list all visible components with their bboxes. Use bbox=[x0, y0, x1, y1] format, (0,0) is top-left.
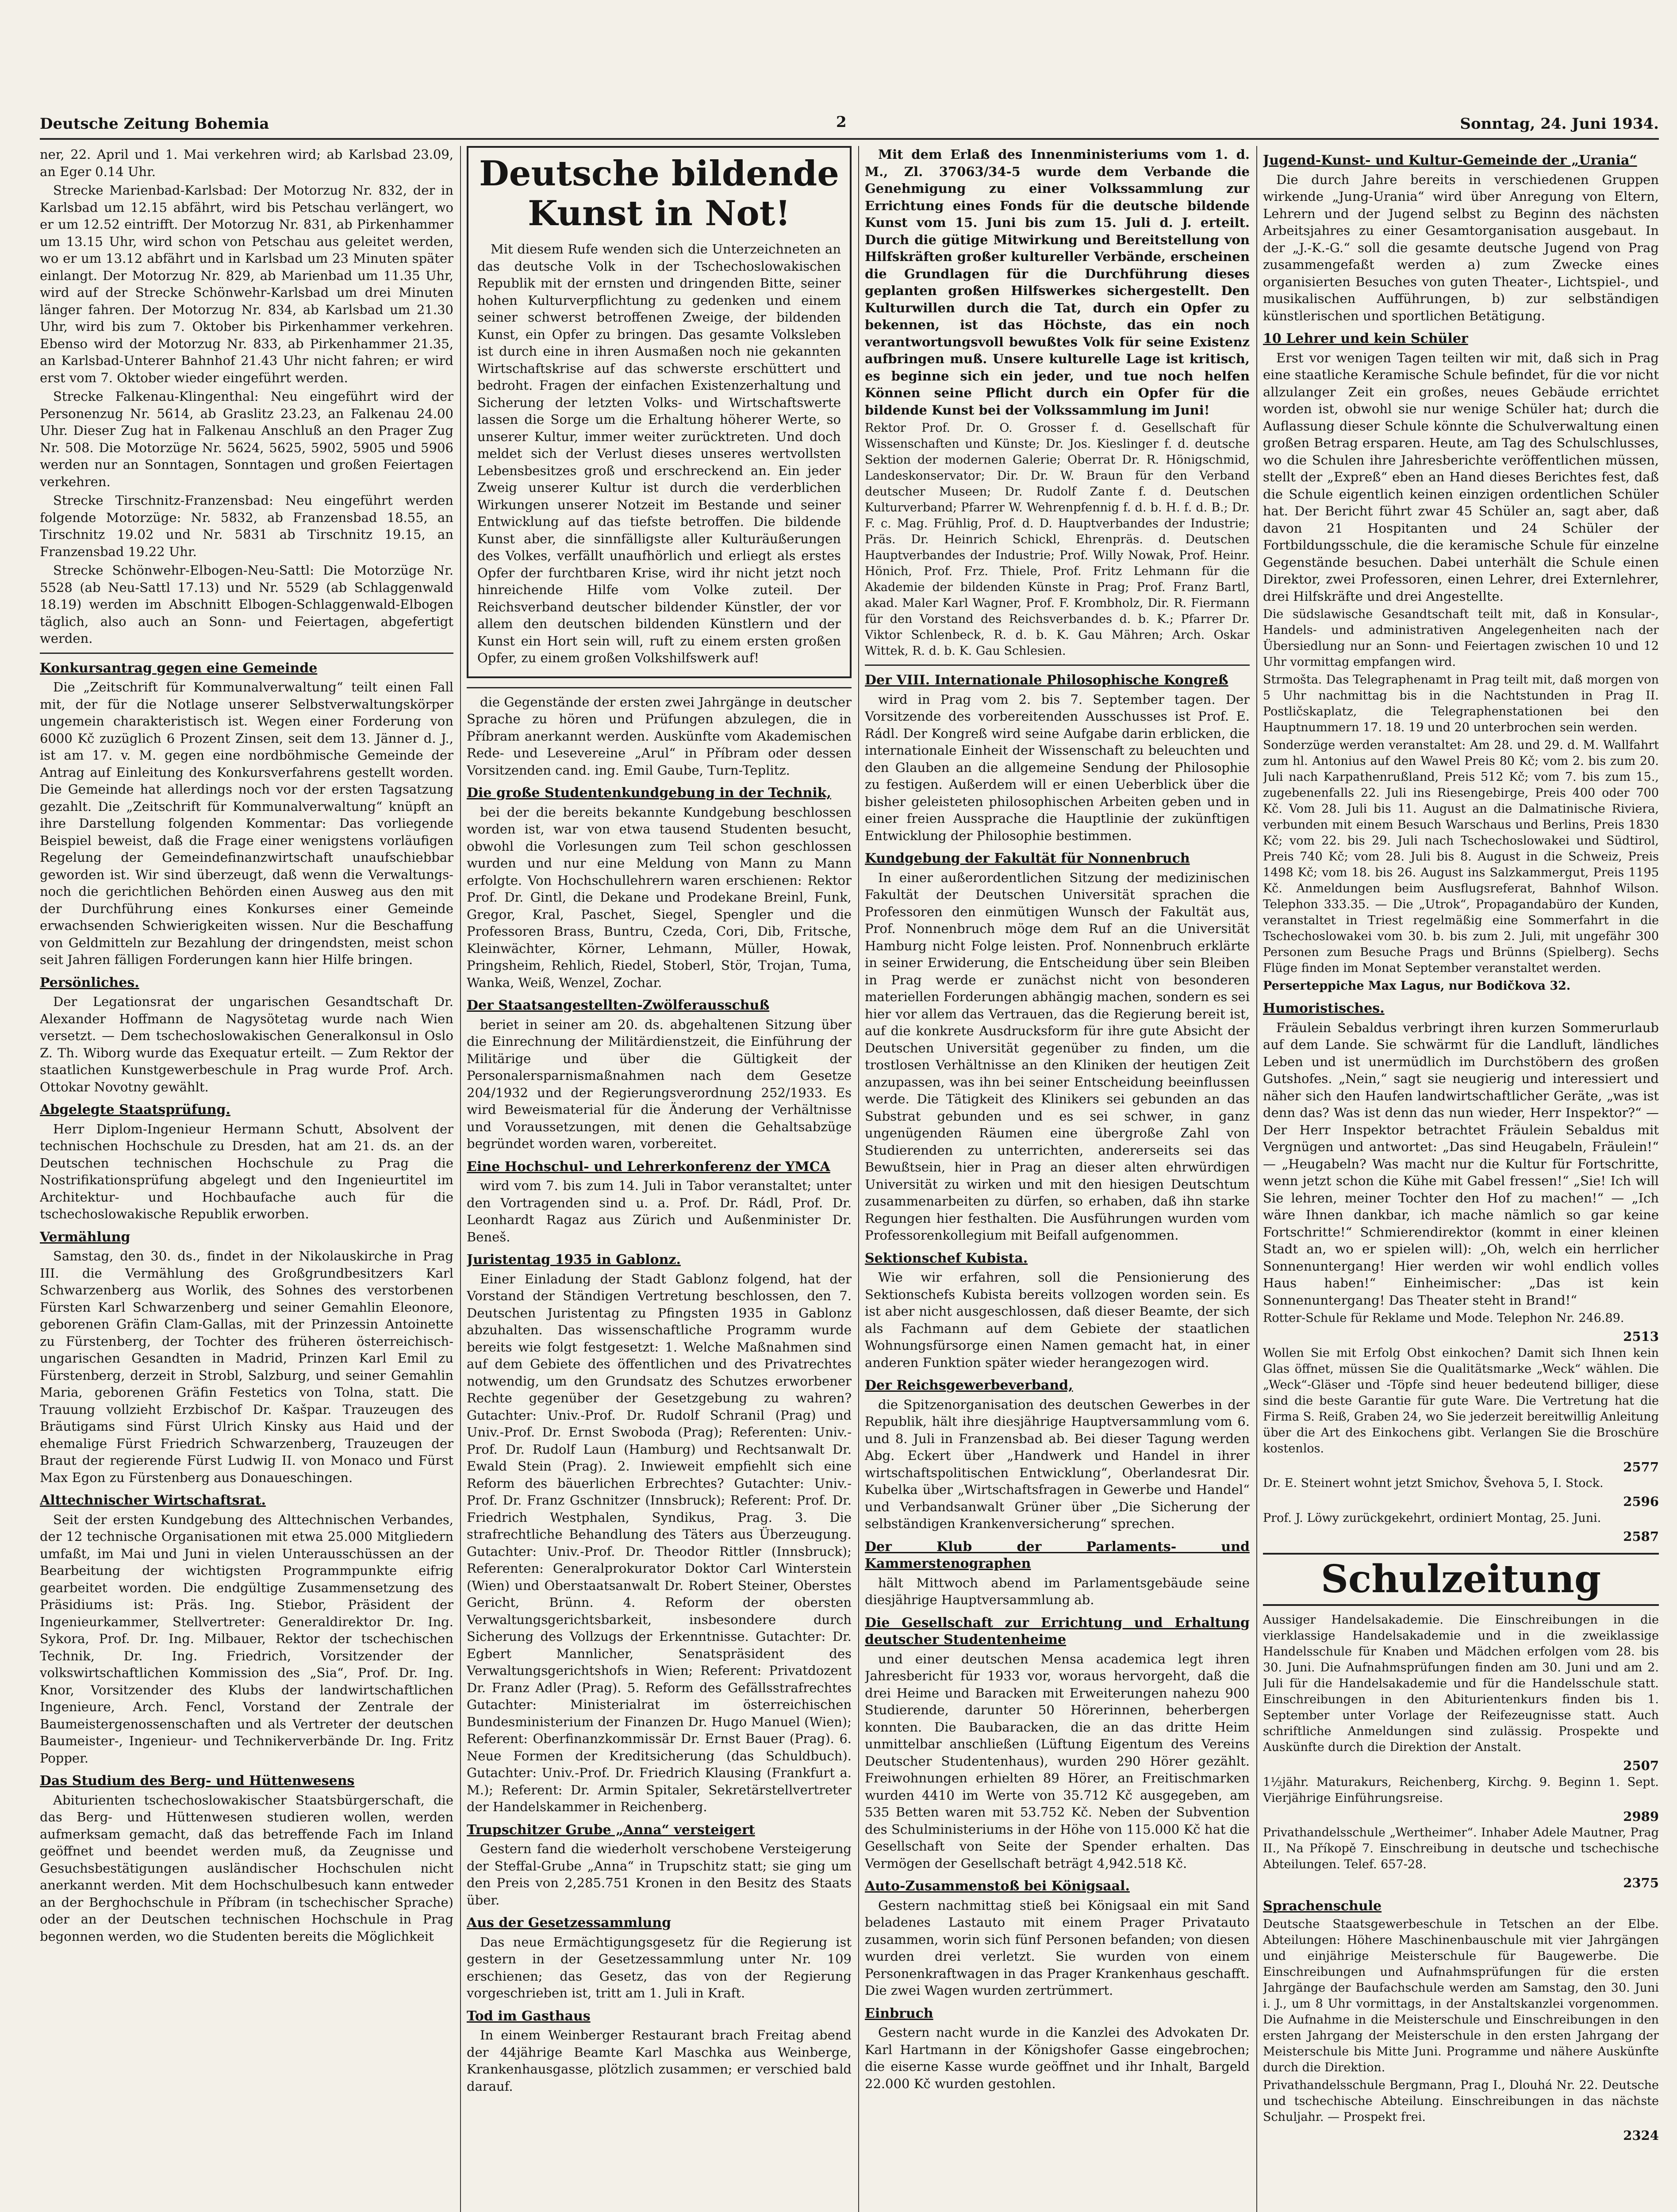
article-headline: Eine Hochschul- und Lehrerkonferenz der YMCA bbox=[467, 1159, 830, 1175]
article-text: Das neue Ermächtigungsgesetz für die Regierung ist gestern in der Gesetzessammlung unter Nr. 109 erschienen; das Gesetz, das von der Regierung vorgeschrieben ist, tritt am 1. Juli in Kraft. bbox=[467, 1934, 852, 2001]
article-text: Samstag, den 30. ds., findet in der Nikolauskirche in Prag III. die Vermählung des Großgrundbesitzers Karl Schwarzenberg aus Worlik, des Sohnes des verstorbenen Fürsten Karl Schwarzenberg und seiner Gemahlin Eleonore, geborenen Gräfin Clam-Gallas, mit der Prinzessin Antoinette zu Fürstenberg, der Tochter des früheren österreichisch-ungarischen Gesandten in Madrid, Prinzen Karl Emil zu Fürstenberg, derzeit in Strobl, Salzburg, und seiner Gemahlin Maria, geborenen Gräfin Festetics von Tolna, statt. Die Trauung vollzieht Erzbischof Dr. Kašpar. Trauzeugen des Bräutigams sind Fürst Ulrich Kinsky aus Haid und der ehemalige Fürst Friedrich Schwarzenberg, Trauzeugen der Braut der regierende Fürst Ludwig II. von Monaco und Fürst Max Egon zu Fürstenberg aus Donaueschingen. bbox=[40, 1248, 453, 1485]
column-3 bbox=[865, 146, 1250, 2212]
article-headline: Sektionschef Kubista. bbox=[865, 1250, 1028, 1266]
article-text: wird in Prag vom 2. bis 7. September tagen. Der Vorsitzende des vorbereitenden Ausschusses ist Prof. E. Rádl. Der Kongreß wird seine Aufgabe darin erblicken, die internationale Einheit der Wissenschaft zu beleuchten und den Glauben an die allgemeine Sendung der Philosophie zu festigen. Außerdem will er einen Ueberblick über die bisher geleisteten philosophischen Arbeiten geben und in einer freien Aussprache die Hauptlinie der zukünftigen Entwicklung der Philosophie bestimmen. bbox=[865, 691, 1250, 843]
article-headline: 10 Lehrer und kein Schüler bbox=[1263, 331, 1468, 346]
article-headline: Abgelegte Staatsprüfung. bbox=[40, 1102, 230, 1118]
article-text: Seit der ersten Kundgebung des Alttechnischen Verbandes, der 12 technische Organisationen mit etwa 25.000 Mitgliedern umfaßt, im Mai und Juni in vielen Unterausschüssen an der Bearbeitung der wichtigsten Programmpunkte eifrig gearbeitet worden. Die endgültige Zusammensetzung des Präsidiums ist: Präs. Ing. Stiebor, Präsident der Ingenieurkammer, Stellvertreter: Generaldirektor Dr. Ing. Sykora, Prof. Dr. Ing. Milbauer, Rektor der tschechischen Technik, Dr. Ing. Friedrich, Vorsitzender der volkswirtschaftlichen Kommission des „Sia“, Prof. Dr. Ing. Knor, Vorsitzender des Klubs der landwirtschaftlichen Ingenieure, Arch. Fencl, Vorstand der Zentrale der Baumeistergenossenschaften und als Vertreter der deutschen Baumeister-, Ingenieur- und Technikerverbände Dr. Ing. Fritz Popper. bbox=[40, 1512, 453, 1766]
section-rule bbox=[467, 687, 852, 688]
masthead bbox=[40, 111, 1659, 137]
article-headline: Die große Studentenkundgebung in der Technik, bbox=[467, 785, 831, 801]
ad-number: 2587 bbox=[1623, 1528, 1659, 1544]
column-1 bbox=[40, 146, 453, 2212]
column-2 bbox=[467, 146, 852, 2212]
advertisement: Wollen Sie mit Erfolg Obst einkochen? Damit sich Ihnen kein Glas öffnet, müssen Sie die Qualitätsmarke „Weck“ wählen. Die „Weck“-Gläser und -Töpfe sind heuer bedeutend billiger, diese sind die beste Garantie für gute Ware. Die Vertretung hat die Firma S. Reiß, Graben 24, wo Sie jederzeit bereitwillig Anleitung über die Art des Einkochens gibt. Verlangen Sie die Broschüre kostenlos. bbox=[1263, 1346, 1659, 1455]
paper-name: Deutsche Zeitung Bohemia bbox=[40, 115, 269, 133]
article-headline: Tod im Gasthaus bbox=[467, 2008, 591, 2024]
article-headline: Der Staatsangestellten-Zwölferausschuß bbox=[467, 998, 770, 1013]
advertisement: Dr. E. Steinert wohnt jetzt Smichov, Švehova 5, I. Stock. bbox=[1263, 1476, 1604, 1490]
article-text: Herr Diplom-Ingenieur Hermann Schutt, Absolvent der technischen Hochschule zu Dresden, hat am 21. ds. an der Deutschen technischen Hochschule zu Prag die Nostrifikationsprüfung abgelegt und den Ingenieurtitel im Architektur- und Hochbaufache auch für die tschechoslowakische Republik erworben. bbox=[40, 1121, 453, 1221]
article-text: Strecke Schönwehr-Elbogen-Neu-Sattl: Die Motorzüge Nr. 5528 (ab Neu-Sattl 17.13) und Nr. 5529 (ab Schlaggenwald 18.19) werden im Abschnitt Elbogen-Schlaggenwald-Elbogen täglich, also auch an Sonn- und Feiertagen, abgefertigt werden. bbox=[40, 563, 453, 646]
article-headline: Der Reichsgewerbeverband, bbox=[865, 1378, 1073, 1393]
newspaper-page bbox=[40, 111, 1659, 2212]
signatories: Rektor Prof. Dr. O. Grosser f. d. Gesellschaft für Wissenschaften und Künste; Dr. Jos. Kieslinger f. d. deutsche Sektion der modernen Galerie; Oberrat Dr. R. Hönigschmid, Landeskonservator; Dir. Dr. W. Braun für den Verband deutscher Museen; Dr. Rudolf Zante f. d. Deutschen Kulturverband; Pfarrer W. Wehrenpfennig f. d. b. H. f. d. B.; Dr. F. c. Mag. Frühlig, Prof. d. D. Hauptverbandes der Industrie; Präs. Dr. Heinrich Schickl, Ehrenpräs. d. Deutschen Hauptverbandes der Industrie; Prof. Willy Nowak, Prof. Heinr. Hönich, Prof. Frz. Thiele, Prof. Fritz Lehmann für die Akademie der bildenden Künste in Prag; Prof. Franz Bartl, akad. Maler Karl Wagner, Prof. F. Krombholz, Dir. R. Fiermann für den Vorstand des Reichsverbandes d. b. K.; Pfarrer Dr. Viktor Schlenbeck, R. d. b. K. Gau Mähren; Arch. Oskar Wittek, R. d. b. K. Gau Schlesien. bbox=[865, 421, 1250, 658]
article-text: Fräulein Sebaldus verbringt ihren kurzen Sommerurlaub auf dem Lande. Sie schwärmt für die Landluft, ländliches Leben und ist unermüdlich im Durchstöbern des großen Gutshofes. „Nein,“ sagt sie neugierig und interessiert und näher sich den Haufen landwirtschaftlicher Geräte, „was ist denn das? Was ist denn das nun wieder, Herr Inspektor?“ — Der Herr Inspektor betrachtet Fräulein Sebaldus mit Vergnügen und antwortet: „Das sind Heugabeln, Fräulein!“ — „Heugabeln? Was macht nur die Kultur für Fortschritte, wenn jetzt schon die Kühe mit Gabel fressen!“ „Sie! Ich will Sie lehren, meiner Tochter den Hof zu machen!“ — „Ich wäre Ihnen dankbar, ich mache nämlich so gar keine Fortschritte!“ Schmierendirektor (kommt in einer kleinen Stadt an, wo er spielen will): „Oh, welch ein herrlicher Sonnenuntergang! Hier werden wir wohl endlich volles Haus haben!“ Einheimischer: „Das ist kein Sonnenuntergang! Das Theater steht in Brand!“ bbox=[1263, 1020, 1659, 1308]
article-text: Strecke Tirschnitz-Franzensbad: Neu eingeführt werden folgende Motorzüge: Nr. 5832, ab Franzensbad 18.55, an Tirschnitz 19.02 und Nr. 5831 ab Tirschnitz 19.15, an Franzensbad 19.22 Uhr. bbox=[40, 493, 453, 559]
appeal-box bbox=[467, 146, 852, 678]
article-headline: Alttechnischer Wirtschaftsrat. bbox=[40, 1493, 266, 1508]
article-text: Gestern nachmittag stieß bei Königsaal ein mit Sand beladenes Lastauto mit einem Prager Privatauto zusammen, worin sich fünf Personen befanden; von diesen wurden drei verletzt. Sie wurden von einem Personenkraftwagen in das Prager Krankenhaus geschafft. Die zwei Wagen wurden zertrümmert. bbox=[865, 1897, 1250, 1998]
article-text: Der Legationsrat der ungarischen Gesandtschaft Dr. Alexander Hoffmann de Nagysötetag wurde nach Wien versetzt. — Dem tschechoslowakischen Generalkonsul in Oslo Z. Th. Wiborg wurde das Exequatur erteilt. — Zum Rektor der staatlichen Kunstgewerbeschule in Prag wurde Prof. Arch. Ottokar Novotny gewählt. bbox=[40, 994, 453, 1094]
article-text: beriet in seiner am 20. ds. abgehaltenen Sitzung über die Einrechnung der Militärdienstzeit, die Einführung der Militärige und über die Gültigkeit der Personalersparnismaßnahmen nach dem Gesetze 204/1932 und der Regierungsverordnung 252/1933. Es wird Beweismaterial für die Änderung der Verhältnisse und Voraussetzungen, mit denen die Gehaltsabzüge begründet worden waren, vorbereitet. bbox=[467, 1017, 852, 1151]
article-text: Die „Zeitschrift für Kommunalverwaltung“ teilt einen Fall mit, der für die Notlage unserer Selbstverwaltungskörper ungemein charakteristisch ist. Wegen einer Forderung von 6000 Kč zuzüglich 6 Prozent Zinsen, seit dem 13. Jänner d. J., ist am 17. v. M. gegen eine nordböhmische Gemeinde der Antrag auf Einleitung des Konkursverfahrens gestellt worden. Die Gemeinde hat allerdings noch vor der ersten Tagsatzung gezahlt. Die „Zeitschrift für Kommunalverwaltung“ knüpft an ihre Darstellung folgenden Kommentar: Das vorliegende Beispiel beweist, daß die Frage einer wenigstens vorläufigen Regelung der Gemeindefinanzwirtschaft unaufschiebbar geworden ist. Wir sind überzeugt, daß wenn die Verwaltungs- noch die gerichtlichen Behörden einen Ausweg aus den mit der Durchführung eines Konkurses einer Gemeinde erwachsenden Schwierigkeiten wissen. Nur die Beschaffung von Geldmitteln zur Bezahlung der dringendsten, meist schon seit Jahren fälligen Forderungen kann hier Hilfe bringen. bbox=[40, 680, 453, 967]
article-headline: Aus der Gesetzessammlung bbox=[467, 1915, 672, 1931]
ad-number: 2596 bbox=[1623, 1494, 1659, 1509]
advertisement: Perserteppiche Max Lagus, nur Bodičkova 32. bbox=[1263, 979, 1571, 993]
article-text: Strecke Falkenau-Klingenthal: Neu eingeführt wird der Personenzug Nr. 5614, ab Graslitz 23.23, an Falkenau 24.00 Uhr. Dieser Zug hat in Falkenau Anschluß an den Prager Zug Nr. 508. Die Motorzüge Nr. 5624, 5625, 5902, 5905 und 5906 werden nur an Sonntagen, Sonntagen und großen Feiertagen verkehren. bbox=[40, 389, 453, 489]
school-notice: Privathandelsschule Bergmann, Prag I., Dlouhá Nr. 22. Deutsche und tschechische Abteilung. Einschreibungen in das nächste Schuljahr. — Prospekt frei. bbox=[1263, 2078, 1659, 2124]
article-text: Wie wir erfahren, soll die Pensionierung des Sektionschefs Kubista bereits vollzogen worden sein. Es ist aber nicht ausgeschlossen, daß dieser Beamte, der sich als Fachmann auf dem Gebiete der staatlichen Wohnungsfürsorge einen Namen gemacht hat, in einer anderen Funktion später wieder herangezogen wird. bbox=[865, 1270, 1250, 1370]
column-rule bbox=[460, 146, 461, 2212]
article-headline: Persönliches. bbox=[40, 975, 139, 991]
article-text: die Gegenstände der ersten zwei Jahrgänge in deutscher Sprache zu hören und Prüfungen abzulegen, die in Příbram anerkannt werden. Auskünfte vom Akademischen Rede- und Lesevereine „Arul“ in Příbram oder dessen Vorsitzenden cand. ing. Emil Gaube, Turn-Teplitz. bbox=[467, 694, 852, 778]
article-text: die Spitzenorganisation des deutschen Gewerbes in der Republik, hält ihre diesjährige Hauptversammlung vom 6. und 8. Juli in Franzensbad ab. Bei dieser Tagung werden Abg. Eckert über „Handwerk und Handel in ihrer wirtschaftspolitischen Entwicklung“, Oberlandesrat Dir. Kubelka über „Wirtschaftsfragen in Gewerbe und Handel“ und Verbandsanwalt Grüner über „Die Sicherung der selbständigen Krankenversicherung“ sprechen. bbox=[865, 1397, 1250, 1531]
advertisement: Prof. J. Löwy zurückgekehrt, ordiniert Montag, 25. Juni. bbox=[1263, 1511, 1601, 1525]
school-notice: Privathandelsschule „Wertheimer“. Inhaber Adele Mautner, Prag II., Na Příkopě 7. Einschreibung in deutsche und tschechische Abteilungen. Telef. 657-28. bbox=[1263, 1826, 1659, 1871]
article-headline: Die Gesellschaft zur Errichtung und Erhaltung deutscher Studentenheime bbox=[865, 1615, 1250, 1647]
column-rule bbox=[858, 146, 859, 2212]
article-text: Die durch Jahre bereits in verschiedenen Gruppen wirkende „Jung-Urania“ wird über Anregung von Eltern, Lehrern und der Jugend selbst zu Beginn des nächsten Arbeitsjahres zu einer Gesamtorganisation ausgebaut. In der „J.-K.-G.“ soll die gesamte deutsche Jugend von Prag zusammengefaßt werden a) zum Zwecke eines organisierten Besuches von guten Theater-, Lichtspiel-, und musikalischen Aufführungen, b) zur selbständigen künstlerischen und sportlichen Betätigung. bbox=[1263, 172, 1659, 323]
section-rule bbox=[865, 664, 1250, 666]
article-headline: Auto-Zusammenstoß bei Königsaal. bbox=[865, 1878, 1130, 1894]
appeal-title: Deutsche bildende Kunst in Not! bbox=[479, 154, 839, 234]
column-rule bbox=[1256, 146, 1257, 2212]
article-headline: Der VIII. Internationale Philosophische Kongreß bbox=[865, 672, 1228, 688]
article-text: Einer Einladung der Stadt Gablonz folgend, hat der Vorstand der Ständigen Vertretung beschlossen, den 7. Deutschen Juristentag zu Pfingsten 1935 in Gablonz abzuhalten. Das wissenschaftliche Programm wurde bereits wie folgt festgesetzt: 1. Welche Maßnahmen sind auf dem Gebiete des öffentlichen und des Privatrechtes notwendig, um den Grundsatz des Schutzes erworbener Rechte gegenüber der Gesetzgebung zu wahren? Gutachter: Univ.-Prof. Dr. Rudolf Schranil (Prag) und Univ.-Prof. Dr. Ernst Swoboda (Prag); Referenten: Univ.-Prof. Dr. Rudolf Laun (Hamburg) und Rechtsanwalt Dr. Ewald Stein (Prag). 2. Inwieweit empfiehlt sich eine Reform des bäuerlichen Erbrechtes? Gutachter: Univ.-Prof. Dr. Franz Gschnitzer (Innsbruck); Referent: Prof. Dr. Friedrich Westphalen, Syndikus, Prag. 3. Die strafrechtliche Behandlung des Täters aus Überzeugung. Gutachter: Univ.-Prof. Dr. Theodor Rittler (Innsbruck); Referenten: Generalprokurator Doktor Carl Winterstein (Wien) und Oberstaatsanwalt Dr. Robert Steiner, Oberstes Gericht, Brünn. 4. Reform der obersten Verwaltungsgerichtsbarkeit, insbesondere durch Sicherung des Vollzugs der Erkenntnisse. Gutachter: Dr. Egbert Mannlicher, Senatspräsident des Verwaltungsgerichtshofs in Wien; Referent: Privatdozent Dr. Franz Adler (Prag). 5. Reform des Gefällsstrafrechtes Gutachter: Ministerialrat im österreichischen Bundesministerium der Finanzen Dr. Hugo Manuel (Wien); Referent: Oberfinanzkommissär Dr. Ernst Bauer (Prag). 6. Neue Formen der Kreditsicherung (das Schuldbuch). Gutachter: Univ.-Prof. Dr. Friedrich Klausing (Frankfurt a. M.); Referent: Dr. Armin Spitaler, Sekretärstellvertreter der Handelskammer in Reichenberg. bbox=[467, 1271, 852, 1814]
article-headline: Einbruch bbox=[865, 2005, 933, 2021]
article-text: In einer außerordentlichen Sitzung der medizinischen Fakultät der Deutschen Universität sprachen die Professoren den einmütigen Wunsch der Fakultät aus, Prof. Nonnenbruch möge dem Ruf an die Universität Hamburg nicht Folge leisten. Prof. Nonnenbruch erklärte in seiner Erwiderung, die Entscheidung über sein Bleiben in Prag werde er zunächst nicht von besonderen materiellen Forderungen abhängig machen, sondern es sei hier vor allem das Vertrauen, das die Regierung bereit ist, auf die konkrete Ausdrucksform für ihre gute Absicht der Deutschen Universität gegenüber zu finden, um die trostlosen Verhältnisse an den Kliniken der heutigen Zeit anzupassen, was ihn bei seiner Entscheidung beeinflussen werde. Die Tätigkeit des Klinikers sei gebunden an das Substrat gebunden und es sei schwer, in ganz ungenügenden Räumen eine übergroße Zahl von Studierenden zu unterrichten, andererseits sei das Bewußtsein, hier in Prag an dieser alten ehrwürdigen Universität zu wirken und mit den hiesigen Deutschtum zusammenarbeiten zu dürfen, so erhaben, daß ihn starke Regungen hier festhalten. Die Ausführungen wurden vom Professorenkollegium mit Beifall aufgenommen. bbox=[865, 870, 1250, 1243]
article-text: ner, 22. April und 1. Mai verkehren wird; ab Karlsbad 23.09, an Eger 0.14 Uhr. bbox=[40, 147, 453, 179]
section-title-schulzeitung: Schulzeitung bbox=[1263, 1553, 1659, 1606]
article-headline: Trupschitzer Grube „Anna“ versteigert bbox=[467, 1822, 755, 1838]
masthead-rule bbox=[40, 138, 1659, 140]
article-headline: Vermählung bbox=[40, 1229, 130, 1245]
article-headline: Das Studium des Berg- und Hüttenwesens bbox=[40, 1773, 355, 1789]
article-headline: Sprachenschule bbox=[1263, 1898, 1382, 1914]
article-headline: Kundgebung der Fakultät für Nonnenbruch bbox=[865, 851, 1190, 866]
article-text: Abiturienten tschechoslowakischer Staatsbürgerschaft, die das Berg- und Hüttenwesen studieren wollen, werden aufmerksam gemacht, daß das betreffende Fach im Inland geöffnet und beendet werden muß, da Zeugnisse und Gesuchsbestätigungen ausländischer Hochschulen nicht anerkannt werden. Mit dem Hochschulbesuch kann entweder an der Berghochschule in Příbram (in tschechischer Sprache) oder an der Deutschen technischen Hochschule in Prag begonnen werden, wo die Studenten bereits die Möglichkeit bbox=[40, 1792, 453, 1944]
article-text: Strecke Marienbad-Karlsbad: Der Motorzug Nr. 832, der in Karlsbad um 12.15 abfährt, wird bis Petschau verlängert, wo er um 12.52 eintrifft. Der Motorzug Nr. 831, ab Pirkenhammer um 13.15 Uhr, wird schon von Petschau aus geleitet werden, wo er um 13.12 abfährt und in Karlsbad um 23 Minuten später einlangt. Der Motorzug Nr. 829, ab Marienbad um 11.35 Uhr, wird auf der Strecke Schönwehr-Karlsbad um drei Minuten länger fahren. Der Motorzug Nr. 834, ab Karlsbad um 21.30 Uhr, wird bis zum 7. Oktober bis Pirkenhammer verkehren. Ebenso wird der Motorzug Nr. 833, ab Pirkenhammer 21.35, an Karlsbad-Unterer Bahnhof 21.43 Uhr nicht fahren; er wird erst vom 7. Oktober wieder eingeführt werden. bbox=[40, 183, 453, 385]
notice-text: Die südslawische Gesandtschaft teilt mit, daß in Konsular-, Handels- und administrativen Angelegenheiten nach der Übersiedlung nur an Sonn- und Feiertagen zwischen 10 und 12 Uhr vormittag empfangen wird. bbox=[1263, 607, 1659, 669]
ad-number: 2989 bbox=[1623, 1809, 1659, 1824]
article-text: In einem Weinberger Restaurant brach Freitag abend der 44jährige Beamte Karl Maschka aus Weinberge, Krankenhausgasse, plötzlich zusammen; er verschied bald darauf. bbox=[467, 2028, 852, 2094]
page-number: 2 bbox=[836, 113, 847, 131]
section-rule bbox=[40, 653, 453, 654]
article-headline: Der Klub der Parlaments- und Kammerstenographen bbox=[865, 1539, 1250, 1571]
school-notice: Deutsche Staatsgewerbeschule in Tetschen an der Elbe. Abteilungen: Höhere Maschinenbauschule mit vier Jahrgängen und einjährige Meisterschule für Baugewerbe. Die Einschreibungen und Aufnahmsprüfungen für die ersten Jahrgänge der Baufachschule werden am Samstag, den 30. Juni i. J., um 8 Uhr vormittags, in der Anstaltskanzlei vorgenommen. Die Aufnahme in die Meisterschule und Einschreibungen in den ersten Jahrgang der Meisterschule in den ersten Jahrgang der Meisterschule bis Mitte Juni. Programme und nähere Auskünfte durch die Direktion. bbox=[1263, 1917, 1659, 2074]
school-notice: Aussiger Handelsakademie. Die Einschreibungen in die vierklassige Handelsakademie und in die zweiklassige Handelsschule für Knaben und Mädchen erfolgen vom 28. bis 30. Juni. Die Aufnahmsprüfungen finden am 30. Juni und am 2. Juli für die Handelsakademie und für die Handelsschule statt. Einschreibungen in den Abiturientenkurs finden bis 1. September unter Vorlage der Reifezeugnisse statt. Auch schriftliche Anmeldungen sind zulässig. Prospekte und Auskünfte durch die Direktion der Anstalt. bbox=[1263, 1613, 1659, 1754]
ad-number: 2507 bbox=[1623, 1758, 1659, 1773]
ad-number: 2324 bbox=[1623, 2128, 1659, 2143]
ad-number: 2577 bbox=[1623, 1459, 1659, 1475]
notice-text: Sonderzüge werden veranstaltet: Am 28. und 29. d. M. Wallfahrt zum hl. Antonius auf den Wawel Preis 80 Kč; vom 2. bis zum 20. Juli nach Karpathenrußland, Preis 512 Kč; vom 7. bis zum 15., zugebenenfalls 22. Juli ins Riesengebirge, Preis 400 oder 700 Kč. Vom 28. Juli bis 11. August an die Dalmatinische Riviera, verbunden mit einem Besuch Warschaus und Berlins, Preis 1830 Kč; vom 22. bis 29. Juli nach Tschechoslowakei und Südtirol, Preis 740 Kč; vom 28. Juli bis 8. August in die Schweiz, Preis 1498 Kč; vom 18. bis 26. August ins Salzkammergut, Preis 1195 Kč. Anmeldungen beim Ausflugsreferat, Bahnhof Wilson. Telephon 333.35. — Die „Utrok“, Propagandabüro der Kunden, veranstaltet in Triest regelmäßig eine Sommerfahrt in die Tschechoslowakei vom 30. b. bis zum 2. Juli, mit ungefähr 300 Personen zum Besuche Prags und Brünns (Spielberg). Sechs Flüge finden im Monat September veranstaltet werden. bbox=[1263, 738, 1659, 975]
article-headline: Konkursantrag gegen eine Gemeinde bbox=[40, 660, 318, 676]
article-headline: Humoristisches. bbox=[1263, 1001, 1385, 1016]
issue-date: Sonntag, 24. Juni 1934. bbox=[1460, 115, 1659, 133]
school-notice: 1½jähr. Maturakurs, Reichenberg, Kirchg. 9. Beginn 1. Sept. Vierjährige Einführungsreise. bbox=[1263, 1775, 1659, 1805]
column-4 bbox=[1263, 146, 1659, 2212]
article-text: bei der die bereits bekannte Kundgebung beschlossen worden ist, war von etwa tausend Studenten besucht, obwohl die Vorlesungen zum Teil schon geschlossen wurden und nur eine Meldung von Mann zu Mann erfolgte. Von Hochschullehrern waren erschienen: Rektor Prof. Dr. Gintl, die Dekane und Prodekane Breinl, Funk, Gregor, Kral, Paschet, Siegel, Spengler und die Professoren Brass, Buntru, Czeda, Cori, Dib, Fritsche, Kleinwächter, Körner, Lehmann, Müller, Howak, Pringsheim, Rehlich, Riedel, Stoberl, Stör, Trojan, Tuma, Wanka, Weiß, Wenzel, Zochar. bbox=[467, 804, 852, 990]
article-headline: Juristentag 1935 in Gablonz. bbox=[467, 1252, 681, 1267]
ad-number: 2513 bbox=[1623, 1329, 1659, 1344]
article-text: hält Mittwoch abend im Parlamentsgebäude seine diesjährige Hauptversammlung ab. bbox=[865, 1575, 1250, 1607]
article-text: und einer deutschen Mensa academica legt ihren Jahresbericht für 1933 vor, woraus hervorgeht, daß die drei Heime und Baracken mit Erweiterungen nahezu 900 Studierende, darunter 50 Hörerinnen, beherbergen konnten. Die Baubaracken, die an das dritte Heim unmittelbar anschließen (Lüftung Eigentum des Vereins Deutscher Studentenhaus), wurden 290 Hörer gezählt. Freiwohnungen erhielten 89 Hörer, an Freitischmarken wurden 4410 im Werte von 35.712 Kč ausgegeben, am 535 Betten waren mit 53.752 Kč. Neben der Subvention des Schulministeriums in der Höhe von 115.000 Kč hat die Gesellschaft von Seite der Spender erhalten. Das Vermögen der Gesellschaft beträgt 4,942.518 Kč. bbox=[865, 1651, 1250, 1871]
notice-text: Strmošta. Das Telegraphenamt in Prag teilt mit, daß morgen von 5 Uhr nachmittag bis in die Nachtstunden in Prag II. Postličskaplatz, die Telegraphenstationen bei den Hauptnummern 17. 18. 19 und 20 unterbrochen sein werden. bbox=[1263, 673, 1659, 734]
article-headline: Jugend-Kunst- und Kultur-Gemeinde der „Urania“ bbox=[1263, 153, 1637, 168]
article-text: Erst vor wenigen Tagen teilten wir mit, daß sich in Prag eine staatliche Keramische Schule befindet, für die vor nicht allzulanger Zeit ein großes, neues Gebäude errichtet worden ist, obwohl sie nur wenige Schüler hat; durch die Auflassung dieser Schule könnte die Schulverwaltung einen großen Betrag ersparen. Heute, am Tag des Schulschlusses, wo die Schulen ihre Jahresberichte veröffentlichen müssen, stellt der „Expreß“ eben an Hand dieses Berichtes fest, daß die Schule eigentlich keinen einzigen ordentlichen Schüler hat. Der Bericht führt zwar 45 Schüler an, sagt aber, daß davon 21 Hospitanten und 24 Schüler der Fortbildungsschule, die die keramische Schule für einzelne Gegenstände besuchen. Dabei unterhält die Schule einen Direktor, zwei Professoren, einen Lehrer, drei Externlehrer, drei Hilfskräfte und drei Angestellte. bbox=[1263, 350, 1659, 604]
advertisement: Rotter-Schule für Reklame und Mode. Telephon Nr. 246.89. bbox=[1263, 1311, 1624, 1325]
ad-number: 2375 bbox=[1623, 1875, 1659, 1890]
appeal-text: Mit diesem Rufe wenden sich die Unterzeichneten an das deutsche Volk in der Tschechoslowakischen Republik mit der ernsten und dringenden Bitte, seiner hohen Kulturverpflichtung zu gedenken und einem seiner schwerst betroffenen Zweige, der bildenden Kunst, ein Opfer zu bringen. Das gesamte Volksleben ist durch eine in ihren Ausmaßen noch nie gekannten Wirtschaftskrise auf das schwerste erschüttert und bedroht. Fragen der einfachen Existenzerhaltung und Sicherung der letzten Volks- und Wirtschaftswerte lassen die Sorge um die Erhaltung höherer Werte, so unserer Kultur, immer weiter zurücktreten. Und doch meldet sich der Verlust dieses unseres wertvollsten Lebensbesitzes groß und erschreckend an. Ein jeder Zweig unserer Kultur ist durch die verderblichen Wirkungen unserer Notzeit im Bestande und seiner Entwicklung auf das tiefste betroffen. Die bildende Kunst aber, die sinnfälligste aller Kulturäußerungen des Volkes, verfällt unaufhörlich und erliegt als erstes Opfer der furchtbaren Krise, wird ihr nicht jetzt noch hinreichende Hilfe vom Volke zuteil. Der Reichsverband deutscher bildender Künstler, der vor allem den deutschen bildenden Künstlern und der Kunst ein Hort sein will, ruft zu einem ersten großen Opfer, zu einem großen Volkshilfswerk auf! bbox=[477, 242, 841, 665]
article-text: Mit dem Erlaß des Innenministeriums vom 1. d. M., Zl. 37063/34-5 wurde dem Verbande die Genehmigung zu einer Volkssammlung zur Errichtung eines Fonds für die deutsche bildende Kunst vom 15. Juni bis zum 15. Juli d. J. erteilt. Durch die gütige Mitwirkung und Bereitstellung von Hilfskräften großer kultureller Verbände, erscheinen die Grundlagen für die Durchführung dieses geplanten großen Hilfswerkes sichergestellt. Den Kulturwillen durch die Tat, durch ein Opfer zu bekennen, ist das Höchste, das ein noch verantwortungsvoll bewußtes Volk für seine Existenz aufbringen muß. Unsere kulturelle Lage ist kritisch, es beginne sich ein jeder, und tue noch helfen Können seine Pflicht durch ein Opfer für die bildende Kunst bei der Volkssammlung im Juni! bbox=[865, 147, 1250, 418]
article-text: wird vom 7. bis zum 14. Juli in Tabor veranstaltet; unter den Vortragenden sind u. a. Prof. Dr. Rádl, Prof. Dr. Leonhardt Ragaz aus Zürich und Außenminister Dr. Beneš. bbox=[467, 1178, 852, 1244]
article-text: Gestern fand die wiederholt verschobene Versteigerung der Steffal-Grube „Anna“ in Trupschitz statt; sie ging um den Preis von 2,285.751 Kronen in den Besitz des Staats über. bbox=[467, 1841, 852, 1908]
article-text: Gestern nacht wurde in die Kanzlei des Advokaten Dr. Karl Hartmann in der Königshofer Gasse eingebrochen; die eiserne Kasse wurde geöffnet und ihr Inhalt, Bargeld 22.000 Kč wurden gestohlen. bbox=[865, 2025, 1250, 2091]
